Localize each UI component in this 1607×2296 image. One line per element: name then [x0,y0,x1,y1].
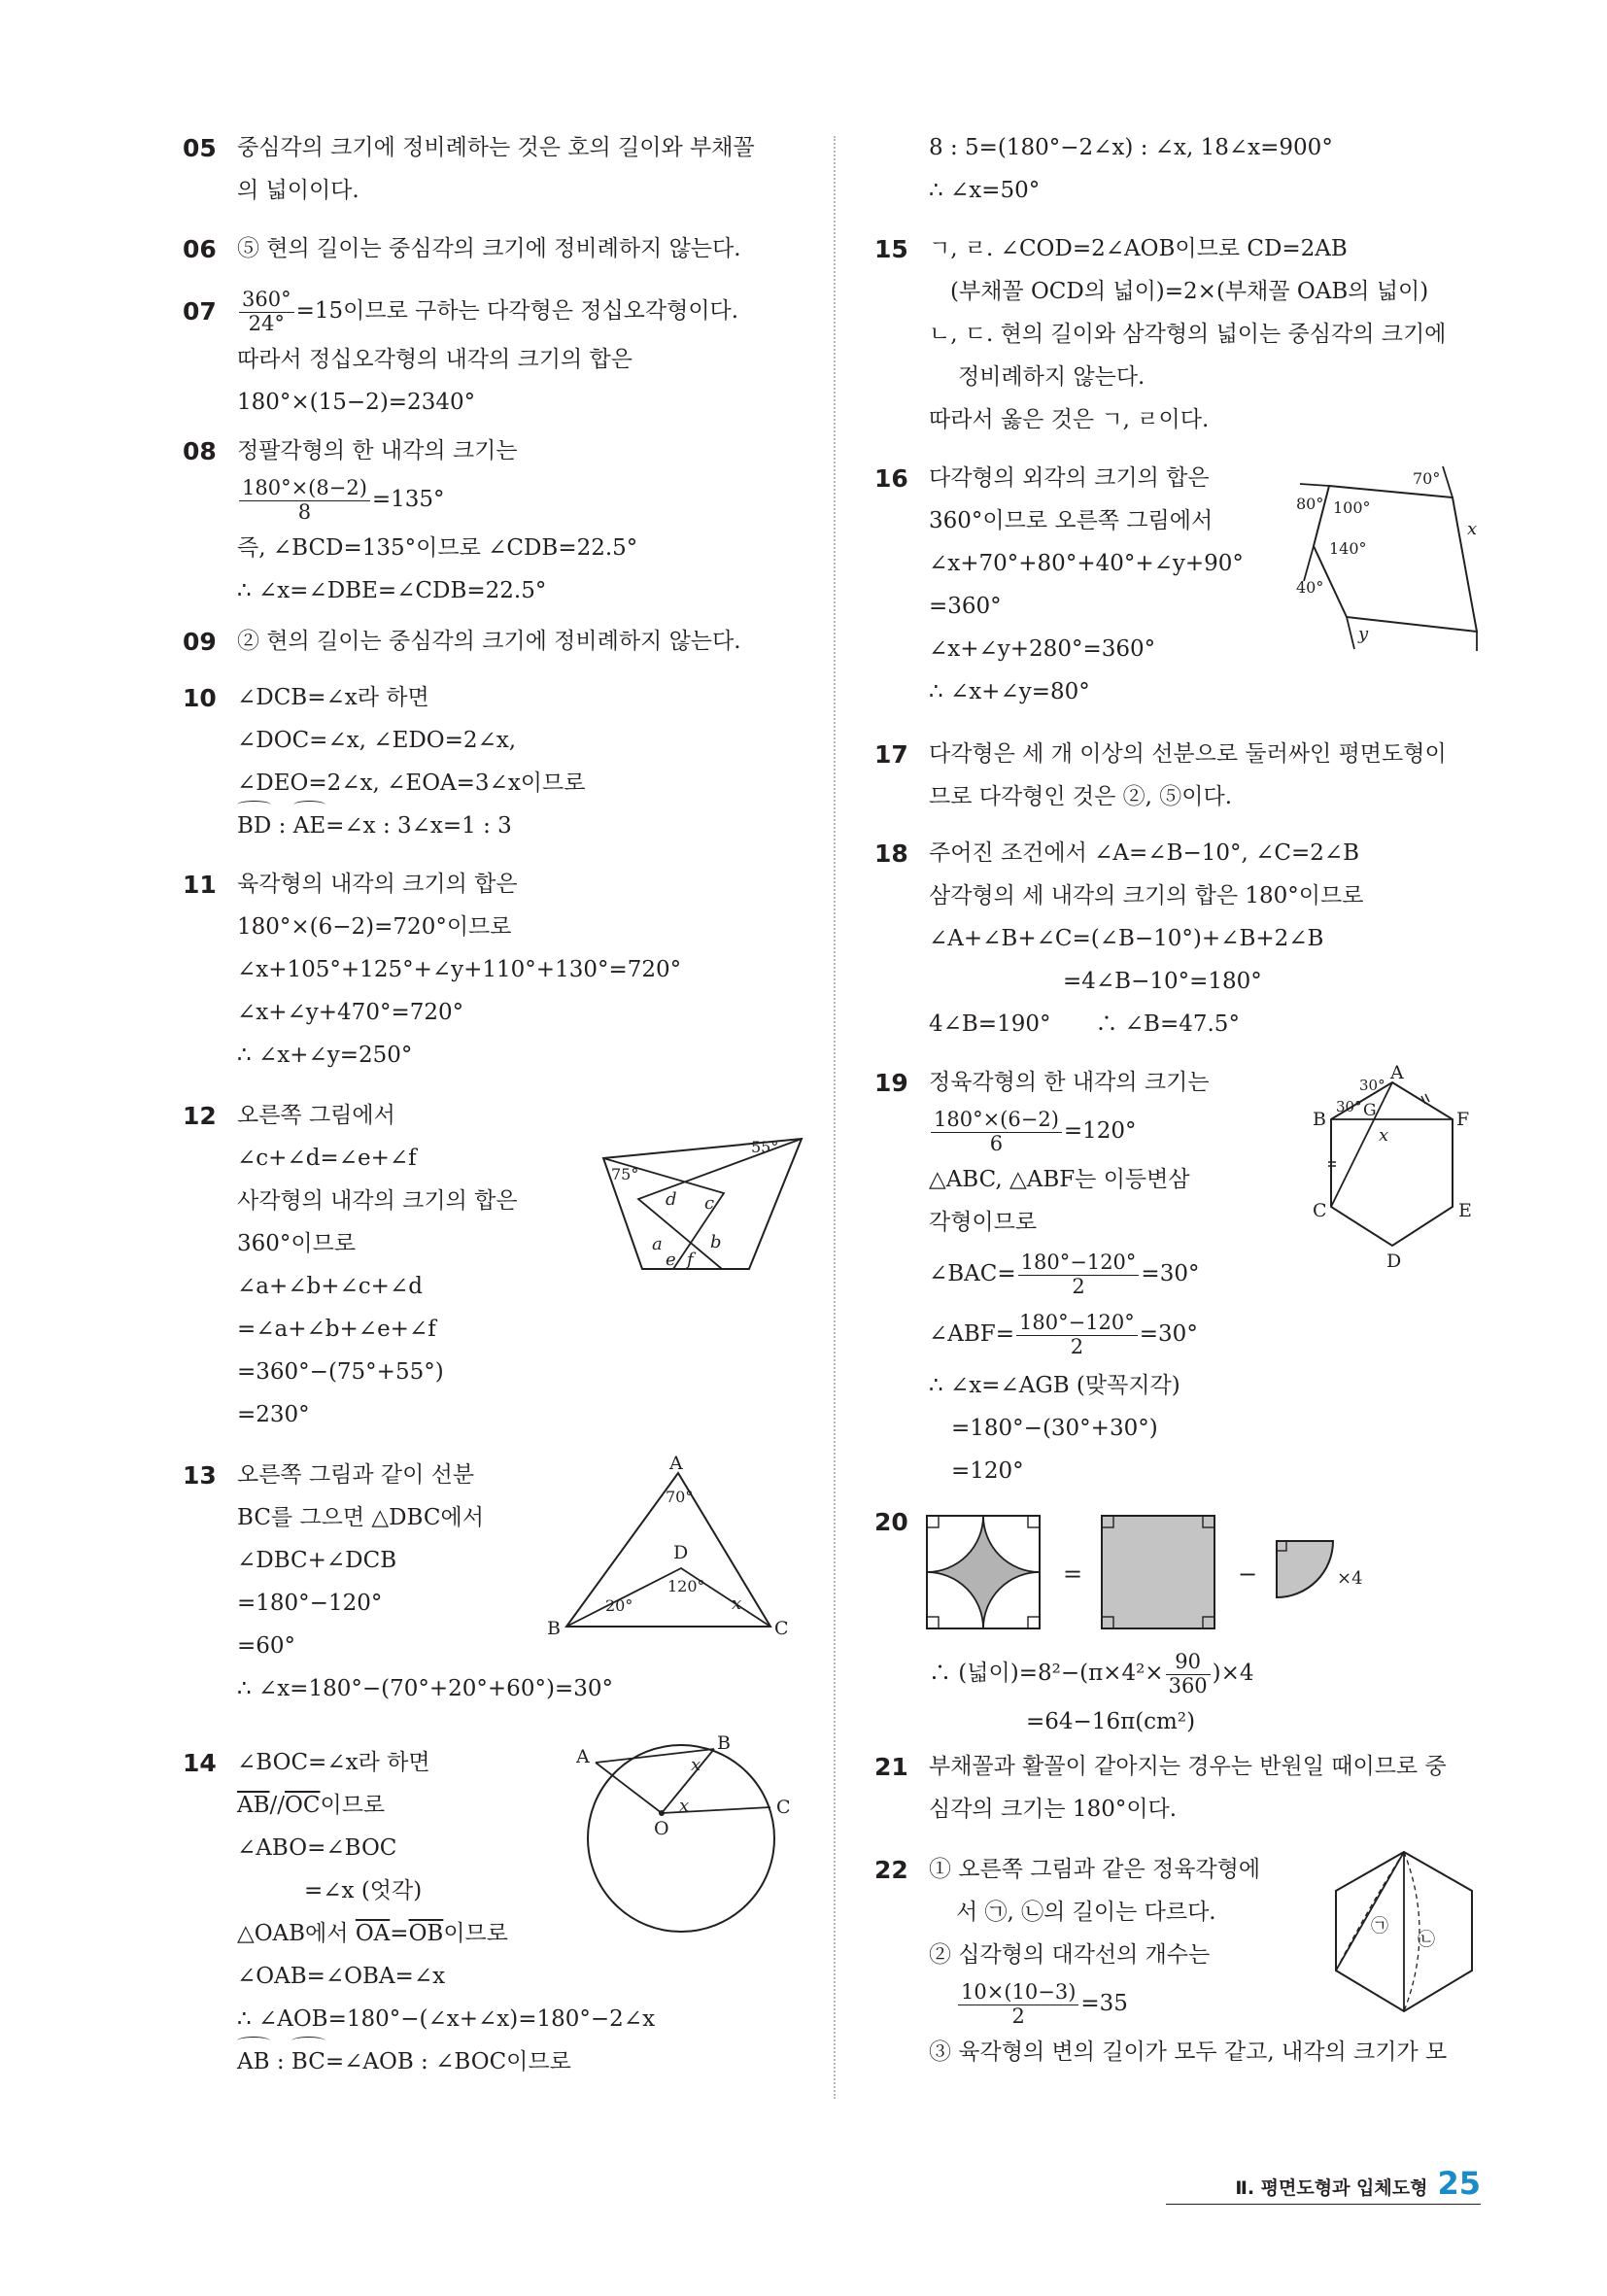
angle-label: y [1358,624,1369,644]
solution-line: ∠x+105°+125°+∠y+110°+130°=720° [237,957,682,982]
solution-line: 8 : 5=(180°−2∠x) : ∠x, 18∠x=900° [929,135,1333,160]
solution-line: ∠c+∠d=∠e+∠f [237,1146,417,1171]
solution-line: =64−16π(cm²) [1026,1709,1196,1734]
angle-label: d [666,1189,677,1210]
figure-22-hexagon [1326,1844,1482,2033]
fraction: $\frac{180^\circ-120^\circ}{2}$ [1018,1251,1140,1297]
problem-number: 19 [874,1069,908,1097]
vertex-label: D [1386,1251,1402,1272]
angle-label: x [732,1593,742,1614]
segment-notation: $\overline{OB}$ [408,1921,444,1946]
solution-line: 정팔각형의 한 내각의 크기는 [237,438,518,463]
solution-line: 부채꼴과 활꼴이 같아지는 경우는 반원일 때이므로 중 [929,1754,1447,1779]
angle-label: 100° [1333,498,1371,517]
figure-13-triangle [537,1454,790,1652]
solution-line: ㄱ, ㄹ. ∠COD=2∠AOB이므로 CD=2AB [929,236,1348,261]
figure-16-polygon [1292,457,1496,665]
solution-line: 삼각형의 세 내각의 크기의 합은 180°이므로 [929,883,1364,908]
solution-line: =360°−(75°+55°) [237,1359,444,1385]
arc-notation: AE [293,805,325,847]
solution-line: ∠OAB=∠OBA=∠x [237,1964,446,1989]
solution-line: 각형이므로 [929,1210,1038,1235]
solution-line: 정비례하지 않는다. [958,364,1145,390]
solution-text: =120° [1063,1118,1137,1144]
right-column [874,126,1496,2081]
vertex-label: C [774,1618,789,1639]
solution-line: 따라서 정십오각형의 내각의 크기의 합은 [237,347,633,372]
angle-label: 140° [1329,539,1367,558]
solution-line: BD : AE=∠x : 3∠x=1 : 3 [237,805,804,847]
solution-line: 다각형의 외각의 크기의 합은 [929,465,1210,491]
angle-label: e [666,1250,676,1270]
problem-number: 09 [183,628,217,656]
vertex-label: F [1456,1109,1470,1130]
solution-line: 심각의 크기는 180°이다. [929,1797,1178,1822]
solution-line: 다각형은 세 개 이상의 선분으로 둘러싸인 평면도형이 [929,741,1447,767]
problem-number: 22 [874,1856,908,1884]
problem-14-continued [874,126,1496,227]
marker-label: ㉡ [1418,1930,1435,1950]
equals-sign: = [1063,1560,1083,1588]
fraction: $\frac{180^\circ\times(6-2)}{6}$ [931,1109,1062,1154]
fraction: $\frac{180^\circ\times(8-2)}{8}$ [239,477,370,523]
problem-number: 13 [183,1461,217,1490]
problem-number: 15 [874,235,908,263]
marker-label: ㉠ [1371,1916,1388,1936]
segment-notation: $\overline{AB}$ [237,1793,270,1818]
solution-line: ∠ABO=∠BOC [237,1835,397,1861]
solution-line: 180°×(6−2)=720°이므로 [237,914,512,940]
fraction: $\frac{360^\circ}{24^\circ}$ [239,289,294,334]
vertex-label: E [1458,1200,1472,1221]
vertex-label: B [717,1733,731,1754]
problem-10 [183,676,804,863]
solution-line: =360° [929,594,1002,619]
problem-07 [183,284,804,429]
solution-line: 서 ㉠, ㉡의 길이는 다르다. [956,1900,1216,1925]
solution-line: 사각형의 내각의 크기의 합은 [237,1188,518,1214]
angle-label: 30° [1359,1077,1385,1094]
solution-line: 즉, ∠BCD=135°이므로 ∠CDB=22.5° [237,535,638,561]
solution-line: 육각형의 내각의 크기의 합은 [237,872,518,897]
vertex-label: C [776,1797,791,1818]
arc-notation: AB [237,2040,270,2083]
angle-label: 80° [1296,495,1324,513]
solution-line: ∴ ∠x=180°−(70°+20°+60°)=30° [237,1676,613,1701]
vertex-label: B [547,1618,561,1639]
angle-label: 120° [667,1577,705,1595]
solution-line: 중심각의 크기에 정비례하는 것은 호의 길이와 부채꼴 [237,135,755,160]
segment-notation: $\overline{OC}$ [285,1793,321,1818]
solution-line: ∴ ∠x+∠y=80° [929,679,1090,704]
angle-label: 30° [1336,1098,1362,1115]
problem-number: 12 [183,1102,217,1130]
solution-line: AB : BC=∠AOB : ∠BOC이므로 [237,2040,804,2083]
solution-line: ∠a+∠b+∠c+∠d [237,1274,423,1299]
problem-number: 10 [183,684,217,712]
problem-13 [183,1454,804,1741]
problem-11 [183,863,804,1094]
angle-label: x [691,1755,701,1775]
angle-label: 20° [605,1596,633,1615]
angle-label: a [652,1234,663,1254]
problem-number: 20 [874,1508,908,1536]
problem-06 [183,227,804,284]
problem-number: 17 [874,740,908,769]
fraction: $\frac{90}{360}$ [1166,1651,1211,1696]
solution-line: ∠DEO=2∠x, ∠EOA=3∠x이므로 [237,771,586,796]
problem-22 [874,1848,1496,2081]
solution-line: $\overline{AB}//\overline{OC}$이므로 [237,1793,386,1818]
solution-line: =∠x (엇각) [237,1878,423,1903]
solution-line: ① 오른쪽 그림과 같은 정육각형에 [929,1857,1261,1882]
solution-line: ∠BOC=∠x라 하면 [237,1750,430,1775]
solution-line: ② 현의 길이는 중심각의 크기에 정비례하지 않는다. [237,629,741,654]
vertex-label: C [1313,1200,1327,1221]
solution-line: 정육각형의 한 내각의 크기는 [929,1070,1210,1095]
angle-label: 40° [1296,578,1324,597]
solution-line: =180°−(30°+30°) [929,1416,1158,1441]
solution-line: ∠x+70°+80°+40°+∠y+90° [929,551,1244,576]
angle-label: f [687,1250,694,1270]
vertex-label: A [669,1454,683,1474]
multiplier: ×4 [1337,1568,1363,1589]
section-title: Ⅱ. 평면도형과 입체도형 [1235,2177,1428,2199]
solution-line: 따라서 옳은 것은 ㄱ, ㄹ이다. [929,407,1210,432]
problem-number: 18 [874,840,908,868]
solution-line: =180°−120° [237,1591,383,1616]
left-column [183,126,804,2072]
solution-line: ∠x+∠y+280°=360° [929,636,1156,662]
solution-line: ∴ (넓이)=8²−(π×4²× $\frac{90}{360}$ )×4 [929,1650,1254,1697]
arc-notation: BC [291,2040,325,2083]
solution-line: 오른쪽 그림과 같이 선분 [237,1462,475,1488]
problem-08 [183,429,804,620]
angle-label: c [704,1193,715,1214]
vertex-label: G [1363,1101,1377,1120]
solution-line: ∴ ∠x=∠DBE=∠CDB=22.5° [237,578,547,603]
solution-line: 4∠B=190° ∴ ∠B=47.5° [929,1011,1240,1037]
solution-line: ㄴ, ㄷ. 현의 길이와 삼각형의 넓이는 중심각의 크기에 [929,322,1447,347]
solution-line: 360°이므로 [237,1231,357,1256]
solution-line: ∠x+∠y+470°=720° [237,1000,464,1025]
solution-line: ∠A+∠B+∠C=(∠B−10°)+∠B+2∠B [929,926,1324,951]
solution-line: ⑤ 현의 길이는 중심각의 크기에 정비례하지 않는다. [237,236,741,261]
solution-line: BC를 그으면 △DBC에서 [237,1505,484,1530]
figure-19-hexagon [1278,1061,1501,1298]
problem-20 [874,1500,1496,1745]
vertex-label: O [654,1818,669,1839]
solution-line: ∴ ∠x+∠y=250° [237,1043,413,1068]
angle-label: 55° [751,1138,779,1156]
solution-line: △ABC, △ABF는 이등변삼 [929,1167,1190,1192]
problem-number: 05 [183,134,217,162]
solution-line: =4∠B−10°=180° [929,969,1262,994]
solution-line: △OAB에서 $\overline{OA}=\overline{OB}$이므로 [237,1921,508,1946]
angle-label: 70° [666,1488,694,1506]
angle-label: x [1467,519,1478,539]
angle-label: b [710,1232,722,1252]
problem-number: 07 [183,297,217,326]
page-footer [1235,2165,1481,2202]
problem-14 [183,1733,804,2074]
solution-line: ∠DOC=∠x, ∠EDO=2∠x, [237,728,517,753]
solution-line: ③ 육각형의 변의 길이가 모두 같고, 내각의 크기가 모 [929,2039,1448,2065]
figure-14-circle [576,1733,800,1941]
vertex-label: B [1313,1109,1326,1130]
problem-15 [874,227,1496,457]
solution-line: 주어진 조건에서 ∠A=∠B−10°, ∠C=2∠B [929,840,1360,866]
page-number: 25 [1437,2165,1481,2202]
vertex-label: A [576,1746,590,1767]
problem-number: 11 [183,871,217,899]
solution-line: =120° [929,1458,1024,1484]
solution-line: =230° [237,1402,310,1427]
problem-number: 21 [874,1753,908,1781]
solution-line: ∴ ∠x=∠AGB (맞꼭지각) [929,1373,1180,1398]
vertex-label: A [1390,1062,1404,1083]
solution-line: (부채꼴 OCD의 넓이)=2×(부채꼴 OAB의 넓이) [950,279,1429,304]
arc-notation: BD [237,805,271,847]
solution-line: 므로 다각형인 것은 ②, ⑤이다. [929,784,1233,809]
solution-text: =15이므로 구하는 다각형은 정십오각형이다. [295,298,739,324]
problem-17 [874,733,1496,832]
problem-number: 06 [183,235,217,263]
vertex-label: D [673,1542,689,1563]
angle-label: x [1379,1125,1389,1146]
problem-16 [874,457,1496,733]
problem-18 [874,832,1496,1061]
problem-21 [874,1745,1496,1848]
solution-text: =135° [371,487,445,512]
solution-line: ∴ ∠x=50° [929,178,1041,203]
problem-19: 19 정육각형의 한 내각의 크기는 $\frac{180^\circ\times(6-2)}{6}$ =120° △ABC, △ABF는 이등변삼 각형이므로 ∠BAC= $\frac{180^\circ-120^\circ}{2}$ =30° ∠ABF= $\frac{180^\circ-120^\circ}{2}$ =30° ∴ ∠x=∠AGB (맞꼭지각) =180°−(30°+30°) =120° 30° A 30° G B F x C E D [874,1061,1496,1500]
solution-text: =35 [1080,1991,1128,2016]
solution-line: ∠DCB=∠x라 하면 [237,685,429,710]
solution-line: =60° [237,1633,296,1659]
fraction: $\frac{180^\circ-120^\circ}{2}$ [1016,1312,1138,1357]
figure-20-area-equation [925,1514,1430,1644]
solution-line: =∠a+∠b+∠e+∠f [237,1317,436,1342]
solution-line: ② 십각형의 대각선의 개수는 [929,1942,1211,1968]
angle-label: 75° [611,1165,639,1183]
solution-line: 360°이므로 오른쪽 그림에서 [929,508,1214,533]
solution-line: 의 넓이이다. [237,178,359,203]
problem-number: 16 [874,464,908,493]
footer-rule [1166,2204,1481,2205]
column-divider [834,136,836,2099]
problem-05 [183,126,804,227]
angle-label: 70° [1413,469,1441,488]
problem-12 [183,1094,804,1454]
solution-line: ∠DBC+∠DCB [237,1548,397,1573]
figure-12-quadrilateral [596,1123,809,1292]
problem-number: 08 [183,437,217,465]
fraction: $\frac{10\times(10-3)}{2}$ [958,1981,1078,2027]
minus-sign: − [1238,1560,1258,1588]
segment-notation: $\overline{OA}$ [355,1921,391,1946]
angle-label: x [679,1796,690,1816]
problem-number: 14 [183,1749,217,1777]
solution-line: 180°×(15−2)=2340° [237,390,476,415]
problem-09 [183,620,804,676]
solution-line: 오른쪽 그림에서 [237,1103,395,1128]
solution-line: ∴ ∠AOB=180°−(∠x+∠x)=180°−2∠x [237,2006,656,2032]
